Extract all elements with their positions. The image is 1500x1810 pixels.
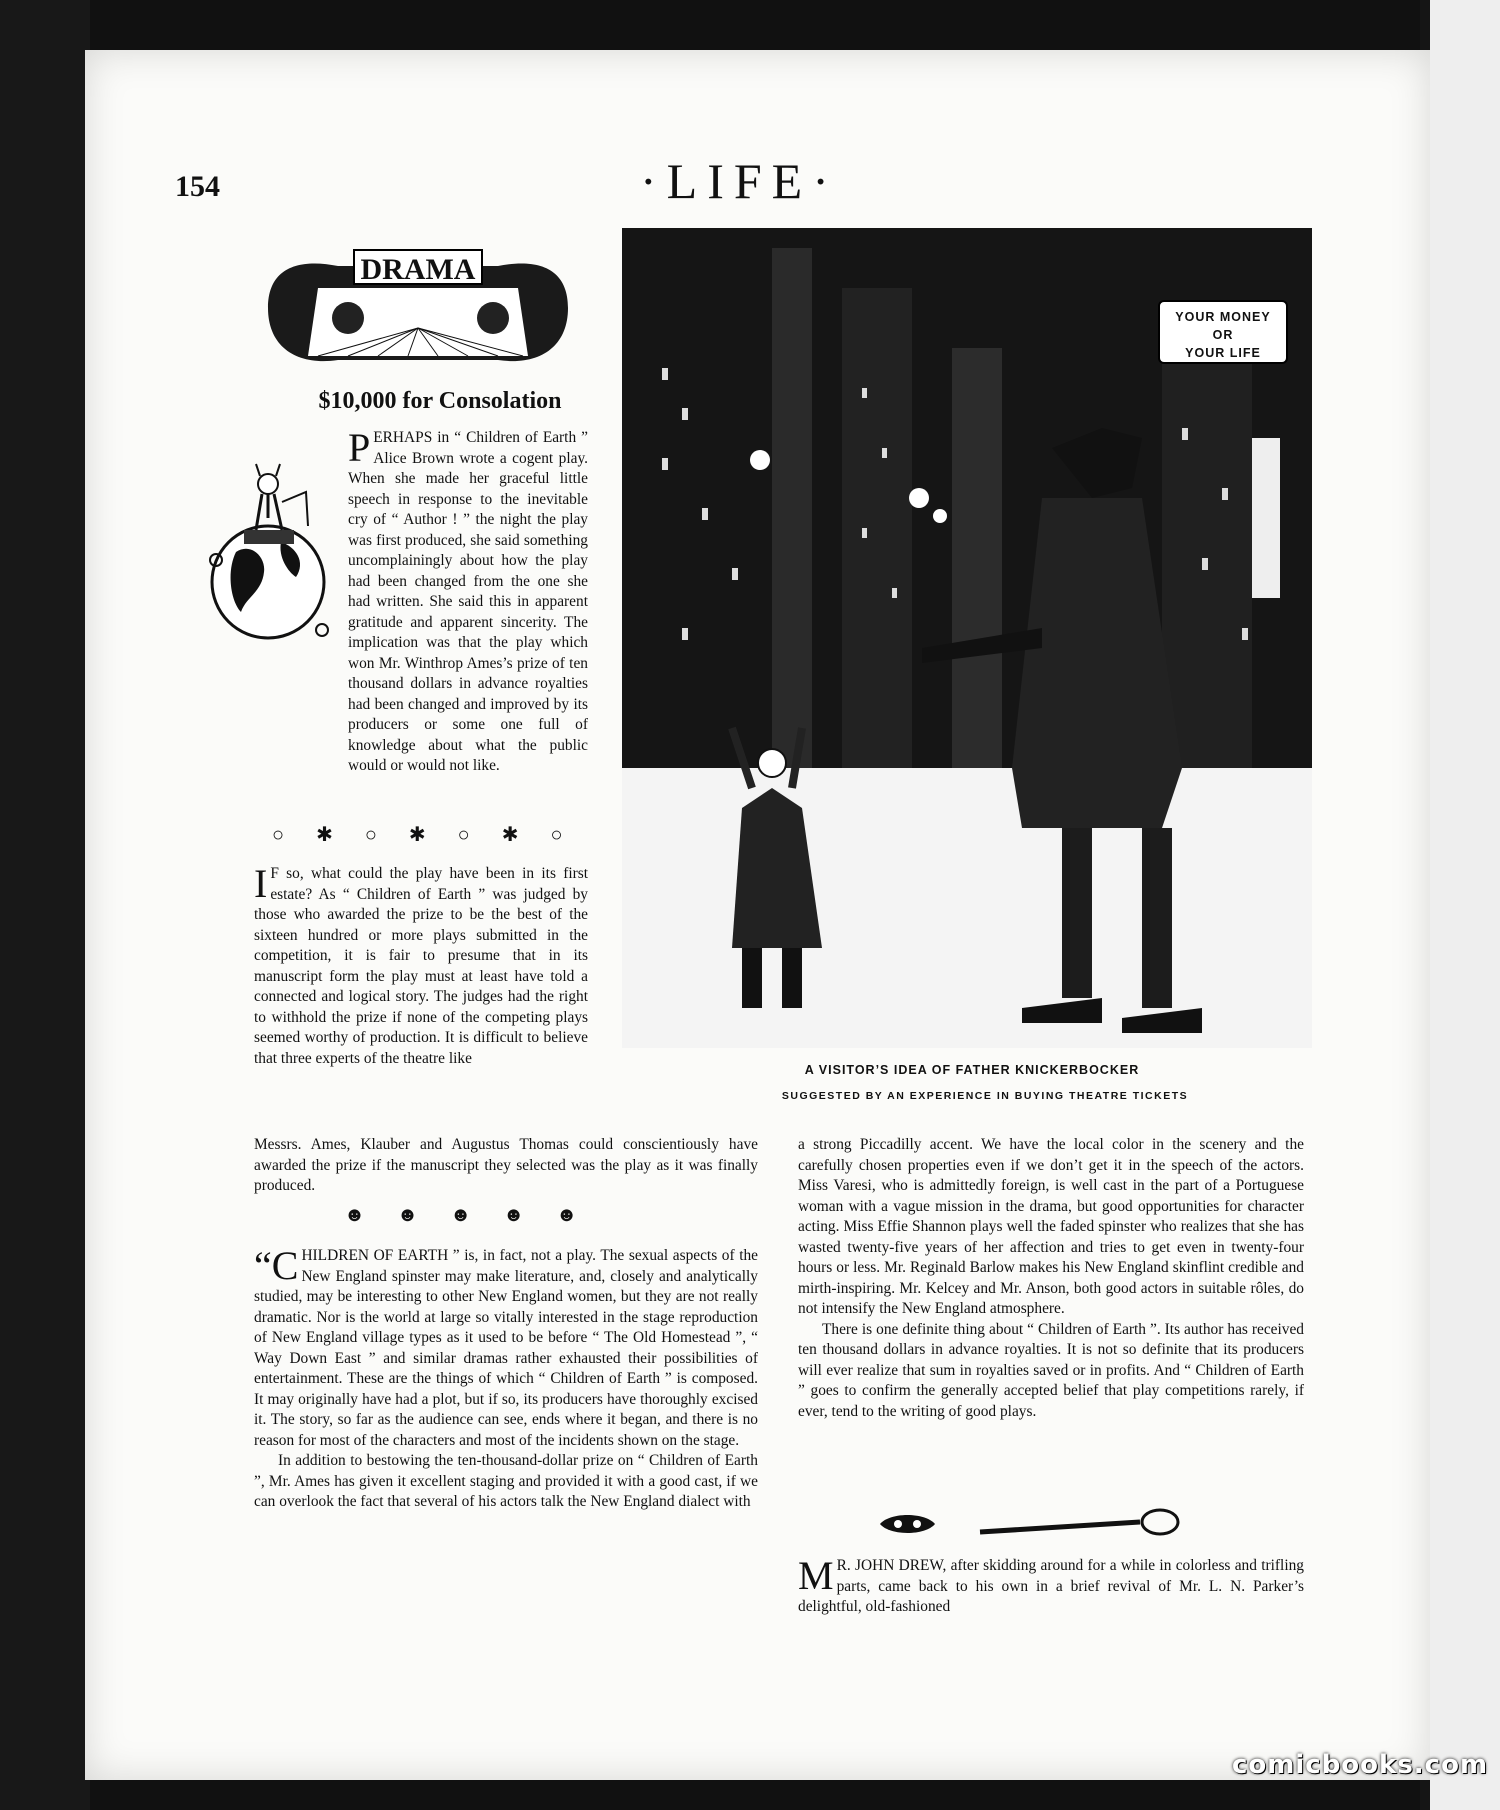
ornament-divider-1: ○✱○✱○✱○ bbox=[272, 824, 595, 846]
paragraph-4: In addition to bestowing the ten-thousand-dollar prize on “ Children of Earth ”, Mr. Ames has given it excellent staging and provided it with a good cast, if we can overlook the fact that several of his actors talk the New England dialect with bbox=[254, 1452, 758, 1510]
article-headline: $10,000 for Consolation bbox=[318, 388, 562, 414]
drama-banner-illustration bbox=[258, 248, 578, 378]
column-1-paragraph-2-wide: Messrs. Ames, Klauber and Augustus Thomas could conscientiously have awarded the prize if the manuscript they selected was the play as it was finally produced. bbox=[254, 1136, 758, 1194]
paragraph-1: ERHAPS in “ Children of Earth ” Alice Brown wrote a cogent play. When she made her graceful little speech in response to the inevitable cry of “ Author ! ” the night the play was first produced, she said something uncomplainingly about how the play had been changed from the one she had written. She said this in apparent gratitude and apparent sincerity. The implication was that the play which won Mr. Winthrop Ames’s prize of ten thousand dollars in advance royalties had been changed and improved by its producers or some one full of knowledge about what the public would or would not like. bbox=[348, 429, 588, 774]
paragraph-col2-1: a strong Piccadilly accent. We have the local color in the scenery and the carefully chosen properties even if we don’t get it in the speech of the actors. Miss Varesi, who is admittedly foreign, is well cast in the part of a Portuguese woman with a vague mission in the drama, but good opportunities for character acting. Miss Effie Shannon plays well the faded spinster who realizes that she has wasted twenty-five years of her affection and tries to get even in twenty-four hours or less. Mr. Reginald Barlow makes his New England skinflint credible and mirth-inspiring. Mr. Kelcey and Mr. Anson, both good actors in suitable rôles, do not intensify the New England atmosphere. bbox=[798, 1136, 1304, 1317]
drop-cap-i: I bbox=[254, 861, 268, 906]
speech-bubble: YOUR MONEY OR YOUR LIFE bbox=[1158, 300, 1288, 364]
drop-cap-m: M bbox=[798, 1553, 834, 1598]
page-number: 154 bbox=[175, 170, 220, 203]
column-1-wrap-text bbox=[348, 425, 588, 777]
site-watermark: comicbooks.com bbox=[1232, 1750, 1489, 1780]
column-1-paragraph-2: I F so, what could the play have been in its first estate? As “ Children of Earth ” was judged by those who awarded the prize to be the best of the sixteen hundred or more plays submitted in the competition, it is fair to presume that in its manuscript form the play must at least have told a connected and logical story. The judges had the right to withhold the prize if none of the competing plays seemed worthy of production. It is difficult to believe that three experts of the theatre like bbox=[254, 861, 588, 1067]
illustration-caption-title: A VISITOR’S IDEA OF FATHER KNICKERBOCKER bbox=[804, 1063, 1140, 1077]
drop-cap-c: “C bbox=[254, 1243, 299, 1288]
ornament-divider-2: ☻☻☻☻☻ bbox=[344, 1204, 610, 1226]
drama-banner-label: DRAMA bbox=[360, 253, 476, 286]
masthead-title: ·LIFE· bbox=[640, 153, 839, 209]
devil-on-globe-illustration bbox=[196, 432, 346, 642]
paragraph-col2-2: There is one definite thing about “ Children of Earth ”. Its author has received ten thousand dollars in advance royalties. It is not so definite that its producers will ever realize that sum in royalties saved or in profits. And “ Children of Earth ” goes to confirm the generally accepted belief that play competitions rarely, if ever, tend to the writing of good plays. bbox=[798, 1320, 1304, 1420]
drop-cap-p: P bbox=[348, 425, 371, 470]
column-2-text bbox=[798, 1135, 1304, 1422]
column-2-paragraph-3: M R. JOHN DREW, after skidding around for a while in colorless and trifling parts, came back to his own in a brief revival of Mr. L. N. Parker’s delightful, old-fashioned bbox=[798, 1553, 1304, 1615]
mask-and-whip-ornament bbox=[880, 1508, 1200, 1548]
scan-edge-left bbox=[0, 0, 90, 1810]
column-1-paragraph-3: “CHILDREN OF EARTH ” is, in fact, not a play. The sexual aspects of the New England spinster may make literature, and, closely and analytically studied, may be interesting to other New England women, but they are not really dramatic. Nor is the world at large so vitally interested in the stage reproduction of New England village types as it used to be before “ The Old Homestead ”, “ Way Down East ” and similar dramas rather exhausted their possibilities of entertainment. These are the things of which “ Children of Earth ” is composed. It may originally have had a plot, but if so, its producers have thoroughly excised it. The story, so far as the audience can see, ends where it began, and there is no reason for most of the characters and most of the incidents shown on the stage. In addition to bestowing the ten-thousand-dollar prize on “ Children of Earth ”, Mr. Ames has given it excellent staging and provided it with a good cast, if we can overlook the fact that several of his actors talk the New England dialect with bbox=[254, 1246, 758, 1513]
illustration-caption-subtitle: SUGGESTED BY AN EXPERIENCE IN BUYING THEATRE TICKETS bbox=[781, 1090, 1189, 1102]
scan-edge-right bbox=[1420, 0, 1500, 1810]
